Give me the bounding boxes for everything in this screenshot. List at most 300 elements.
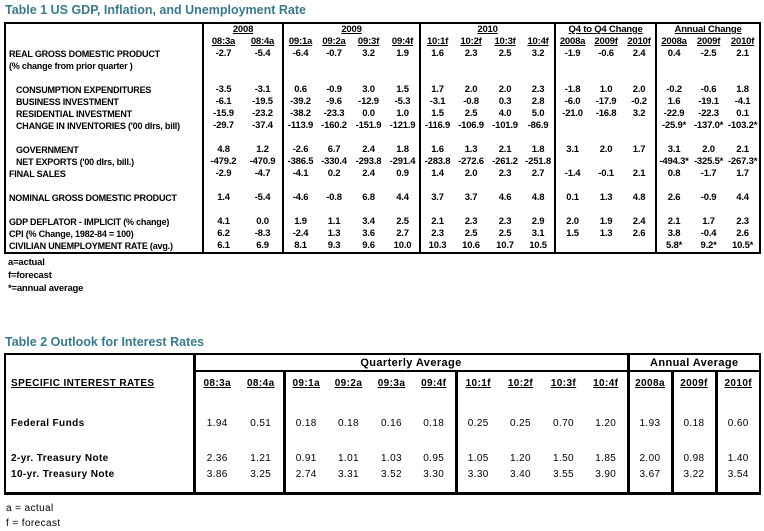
table-cell: 3.1 [555,144,589,156]
table-cell: 2.3 [464,216,478,227]
table-cell [555,132,589,144]
row-label: REAL GROSS DOMESTIC PRODUCT (% change from prior quarter ) [9,49,160,71]
table2-body [5,391,760,493]
table-cell: 4.4 [736,192,749,203]
table-cell [555,120,589,132]
spacer-cell [5,482,194,493]
table-cell [522,72,555,84]
table-cell [555,180,589,192]
table-cell: -1.8 [555,84,589,96]
spacer-cell [413,391,456,417]
table-cell: 3.90 [595,468,617,480]
table-cell: -121.9 [389,120,416,131]
table-cell: 1.5 [555,228,589,240]
spacer-cell [413,430,456,450]
table-cell: 6.7 [327,144,341,155]
table2-footnotes [6,501,61,531]
table-cell [351,132,386,144]
footnote-forecast: f=forecast [8,270,52,281]
spacer-cell [542,482,585,493]
table1-header [5,23,760,48]
table-cell: -106.9 [458,120,484,131]
table-cell [283,132,317,144]
table-cell: 0.1 [736,108,749,119]
table-cell [317,180,351,192]
table-cell: -4.6 [283,192,317,204]
table-cell: 2.3 [498,216,512,227]
table-row [5,168,760,180]
table-row [5,216,760,228]
table-cell [691,72,726,84]
table-cell [454,204,488,216]
table-cell: -3.1 [420,96,454,108]
table-cell: 1.85 [595,452,617,464]
spacer-cell [370,391,413,417]
spacer-cell [499,482,542,493]
table-cell [656,132,691,144]
spacer-cell [456,430,499,450]
table-cell [420,204,454,216]
table-cell: 1.4 [203,192,243,204]
table-cell: -38.2 [283,108,317,120]
table-cell: 6.2 [203,228,243,240]
table-cell: 2.1 [632,168,646,179]
table2-super-row [5,354,760,371]
table-cell: -6.1 [203,96,243,108]
table-row [5,48,760,72]
table-cell: -0.8 [326,192,342,203]
table-cell: 2.1 [736,48,749,59]
spacer-cell [672,391,716,417]
table-cell: -261.2 [492,156,518,167]
table-cell: 0.8 [656,168,691,180]
table-cell: -0.4 [700,228,717,239]
table-cell [454,72,488,84]
table-cell: 1.9 [599,216,613,227]
spacer-cell [716,430,760,450]
spacer-row [5,132,760,144]
table-cell: -2.7 [203,48,243,72]
table-cell [351,204,386,216]
table-cell: -283.8 [420,156,454,168]
table-cell: 2.0 [632,84,646,95]
table-row [5,228,760,240]
table-cell: -3.1 [254,84,271,95]
spacer-cell [5,180,203,192]
table2-title: Table 2 Outlook for Interest Rates [5,335,205,349]
table-cell: 1.2 [256,144,269,155]
table-cell [623,132,656,144]
table-cell: 2.0 [599,144,613,155]
column-header: 08:4a [246,378,275,389]
table-cell [691,204,726,216]
table-cell: -39.2 [283,96,317,108]
table-cell: 1.9 [283,216,317,228]
table-cell [555,156,589,168]
row-label: GDP DEFLATOR - IMPLICIT (% change) [9,217,170,227]
table-cell: 1.03 [380,452,403,464]
row-label: CHANGE IN INVENTORIES ('00 dlrs, bill) [16,121,180,131]
table-cell: -29.7 [203,120,243,132]
table-cell: -2.9 [203,168,243,180]
spacer-row [5,391,760,417]
table-cell [243,72,283,84]
table-cell: 1.9 [396,48,409,59]
table-cell: 4.8 [632,192,646,203]
table-cell: -22.3 [698,108,719,119]
table-cell: -0.1 [598,168,614,179]
table-cell: 0.98 [672,450,716,466]
table-cell: 0.70 [552,418,575,429]
row-label: NET EXPORTS ('00 dlrs, bill.) [16,157,134,167]
table-cell: -23.2 [252,108,273,119]
table-cell: 1.21 [250,452,272,464]
table-cell: -267.3* [727,156,758,167]
spacer-cell [672,430,716,450]
table-cell: 1.94 [194,417,239,430]
table-cell: 0.18 [423,418,445,429]
table-cell [386,204,420,216]
row-label: 2-yr. Treasury Note [11,452,109,464]
table-cell: -37.4 [252,120,273,131]
row-label: Federal Funds [11,418,85,429]
spacer-cell [327,391,370,417]
table-cell [351,72,386,84]
spacer-cell [370,430,413,450]
table-cell: 0.25 [509,418,532,429]
table-cell [454,132,488,144]
spacer-cell [456,391,499,417]
spacer-cell [456,482,499,493]
table-cell: -1.4 [555,168,589,180]
table-cell: -151.9 [355,120,382,131]
table-row [5,192,760,204]
table-cell: 4.0 [498,108,512,119]
table-cell: 3.30 [456,466,499,482]
table-cell: -1.9 [555,48,589,72]
table-cell: -16.8 [595,108,617,119]
table-cell: 0.0 [256,216,269,227]
table-cell [283,72,317,84]
table-cell: 8.1 [283,240,317,253]
table-cell [243,204,283,216]
table-cell [726,204,760,216]
table-cell: -9.6 [326,96,342,107]
table-row [5,156,760,168]
table-cell: 2.4 [632,216,646,227]
table-cell: 3.54 [716,466,760,482]
table-cell: -330.4 [321,156,347,167]
table-cell: 10.5* [731,240,754,251]
table-cell: 2.6 [632,228,646,239]
table-cell: -0.9 [700,192,717,203]
table-cell: 2.4 [632,48,646,59]
spacer-cell [716,391,760,417]
table-cell: 10.0 [393,240,412,251]
row-group-header: SPECIFIC INTEREST RATES [11,378,155,389]
table-cell: -470.9 [249,156,276,167]
table-cell: -160.2 [321,120,347,131]
row-label: BUSINESS INVESTMENT [16,97,119,107]
table-cell: 10.3 [420,240,454,253]
table-cell [454,180,488,192]
table-cell: 3.2 [632,108,646,119]
table-cell: -101.9 [492,120,518,131]
table-cell: 3.31 [337,468,360,480]
table-cell: 1.5 [396,84,409,95]
table-cell: 2.3 [420,228,454,240]
table-cell [589,204,623,216]
table-cell [522,132,555,144]
table-cell: 3.7 [464,192,478,203]
row-label: NOMINAL GROSS DOMESTIC PRODUCT [9,193,177,203]
table-cell: 1.6 [656,96,691,108]
table-cell [488,204,522,216]
table-cell: 0.9 [396,168,409,179]
table-cell: 4.1 [203,216,243,228]
table-cell: 3.7 [420,192,454,204]
table-cell [203,204,243,216]
table-cell: 2.1 [736,144,749,155]
table-cell: 2.3 [736,216,749,227]
table-cell [488,72,522,84]
table-cell: 3.8 [656,228,691,240]
table-cell: 3.22 [672,466,716,482]
interest-rates-table [4,353,761,495]
table-cell: -293.8 [355,156,382,167]
table-cell [589,156,623,168]
table-cell [726,180,760,192]
table-cell: 3.30 [423,468,445,480]
column-header: 09:3f [357,36,380,47]
table-cell: 10.5 [529,240,547,251]
table-cell: 1.3 [464,144,478,155]
table-cell: -4.7 [254,168,271,179]
table-row [5,450,760,466]
table-cell: 2.4 [362,168,375,179]
table-cell [420,180,454,192]
table-cell: 2.3 [531,84,545,95]
table-cell: 1.93 [628,417,672,430]
spacer-cell [628,430,672,450]
spacer-cell [284,430,327,450]
table-cell: 1.8 [396,144,409,155]
table-cell: 2.36 [194,450,239,466]
spacer-cell [327,430,370,450]
table-cell [420,72,454,84]
spacer-cell [370,482,413,493]
table-cell: -0.6 [700,84,717,95]
table-cell: 3.25 [250,468,272,480]
table-cell: -3.5 [203,84,243,96]
spacer-cell [5,72,203,84]
table-cell: 1.5 [420,108,454,120]
column-group-header: 2009 [283,23,420,36]
table-cell: 2.3 [464,48,478,59]
table-cell: 0.2 [327,168,341,179]
table-row [5,108,760,120]
table-cell [386,132,420,144]
table-cell: 1.7 [736,168,749,179]
spacer-cell [542,430,585,450]
table-cell: -494.3* [656,156,691,168]
table-cell: 1.05 [456,450,499,466]
table-cell: 3.67 [628,466,672,482]
table-cell: 2.1 [420,216,454,228]
spacer-cell [239,482,284,493]
table-cell: 1.7 [632,144,646,155]
column-header: 2010f [627,36,651,47]
table-cell: 2.9 [531,216,545,227]
table-cell: -23.3 [323,108,345,119]
table-cell: 0.25 [456,417,499,430]
table-cell: 1.1 [327,216,341,227]
table-cell [243,132,283,144]
quarterly-average-header: Quarterly Average [194,354,628,371]
spacer-cell [194,391,239,417]
table-cell [691,132,726,144]
table-cell: 1.7 [702,216,715,227]
table-cell: 0.4 [656,48,691,72]
footnote-forecast: f = forecast [6,518,61,529]
column-header: 2009f [696,36,721,47]
column-header: 2008a [628,371,672,391]
table-cell [656,180,691,192]
table-cell: -0.7 [326,48,342,59]
column-group-header: Annual Change [656,23,760,36]
table-cell: 2.7 [396,228,409,239]
table-cell [623,240,656,253]
table-cell: 4.8 [203,144,243,156]
column-header: 09:1a [283,36,317,48]
table-cell: -5.3 [394,96,411,107]
column-header: 10:1f [420,36,454,48]
table-row [5,120,760,132]
table-cell: 2.3 [498,168,512,179]
table-cell: 2.6 [656,192,691,204]
table-cell: 2.4 [362,144,375,155]
table-cell: 2.5 [396,216,409,227]
column-header: 09:3a [377,378,406,389]
table-cell [726,72,760,84]
table-cell [623,120,656,132]
column-header: 08:3a [203,36,243,48]
table-cell: 2.0 [702,144,715,155]
table-cell [420,132,454,144]
table1-body [5,48,760,253]
column-header: 2009f [672,371,716,391]
table-cell [656,204,691,216]
table-cell [522,180,555,192]
table-cell: -479.2 [203,156,243,168]
table-cell: 5.0 [531,108,545,119]
table-cell: -1.7 [700,168,717,179]
table-cell: 2.8 [531,96,545,107]
column-header: 2008a [555,36,589,48]
table-cell: 0.18 [284,417,327,430]
table-cell: -19.1 [698,96,719,107]
table-cell: 2.6 [736,228,749,239]
spacer-cell [628,391,672,417]
spacer-cell [585,391,628,417]
table-row [5,466,760,482]
spacer-cell [284,482,327,493]
table-cell: 2.0 [498,84,512,95]
row-label: CONSUMPTION EXPENDITURES [16,85,152,95]
table-cell: 2.00 [628,450,672,466]
spacer-cell [672,482,716,493]
table-cell: 2.5 [464,228,478,239]
column-header: 09:4f [421,378,447,389]
table-cell [283,204,317,216]
table-cell: -0.8 [463,96,479,107]
table-cell: 3.86 [194,466,239,482]
table-cell: 3.1 [531,228,545,239]
table-cell: 3.52 [380,468,403,480]
column-header: 10:3f [550,378,577,389]
table-cell: 1.4 [420,168,454,180]
table-cell: 0.18 [337,418,360,429]
spacer-cell [5,132,203,144]
table-cell: -2.4 [283,228,317,240]
spacer-row [5,204,760,216]
table-cell: 2.5 [498,48,512,59]
table-cell [317,72,351,84]
table-cell: 10.7 [496,240,514,251]
table-cell [203,180,243,192]
table-cell [555,204,589,216]
row-label: RESIDENTIAL INVESTMENT [16,109,132,119]
column-header: 09:4f [391,36,414,47]
column-header: 10:4f [593,378,619,389]
table-cell: 6.8 [362,192,375,203]
table-cell: 2.0 [464,168,478,179]
table-cell: 4.4 [396,192,409,203]
spacer-row [5,430,760,450]
table-cell: 1.50 [552,452,575,464]
table-cell: -8.3 [254,228,271,239]
table-cell: -325.5* [693,156,724,167]
table-cell: 1.3 [599,192,613,203]
column-header: 08:3a [194,371,239,391]
table-cell [623,156,656,168]
table-cell [623,72,656,84]
table-cell: 2.5 [498,228,512,239]
spacer-cell [413,482,456,493]
table-cell [589,180,623,192]
table-cell: -0.2 [656,84,691,96]
table-row [5,240,760,253]
table-cell: 3.4 [362,216,375,227]
table-cell: 3.2 [531,48,545,59]
spacer-cell [628,482,672,493]
table-cell: -103.2* [727,120,758,131]
table-cell: 3.55 [552,468,575,480]
column-group-header: 2008 [203,23,283,36]
table-row [5,84,760,96]
table-cell: 4.6 [498,192,512,203]
table-cell: -272.6 [458,156,484,167]
table-row [5,144,760,156]
table-cell: -86.9 [527,120,549,131]
column-header: 10:2f [507,378,534,389]
spacer-cell [327,482,370,493]
column-header: 09:2a [334,378,363,389]
footnote-actual: a=actual [8,257,45,268]
table-cell: 9.6 [362,240,375,251]
table-cell: 2.5 [464,108,478,119]
column-header: 10:3f [494,36,516,47]
